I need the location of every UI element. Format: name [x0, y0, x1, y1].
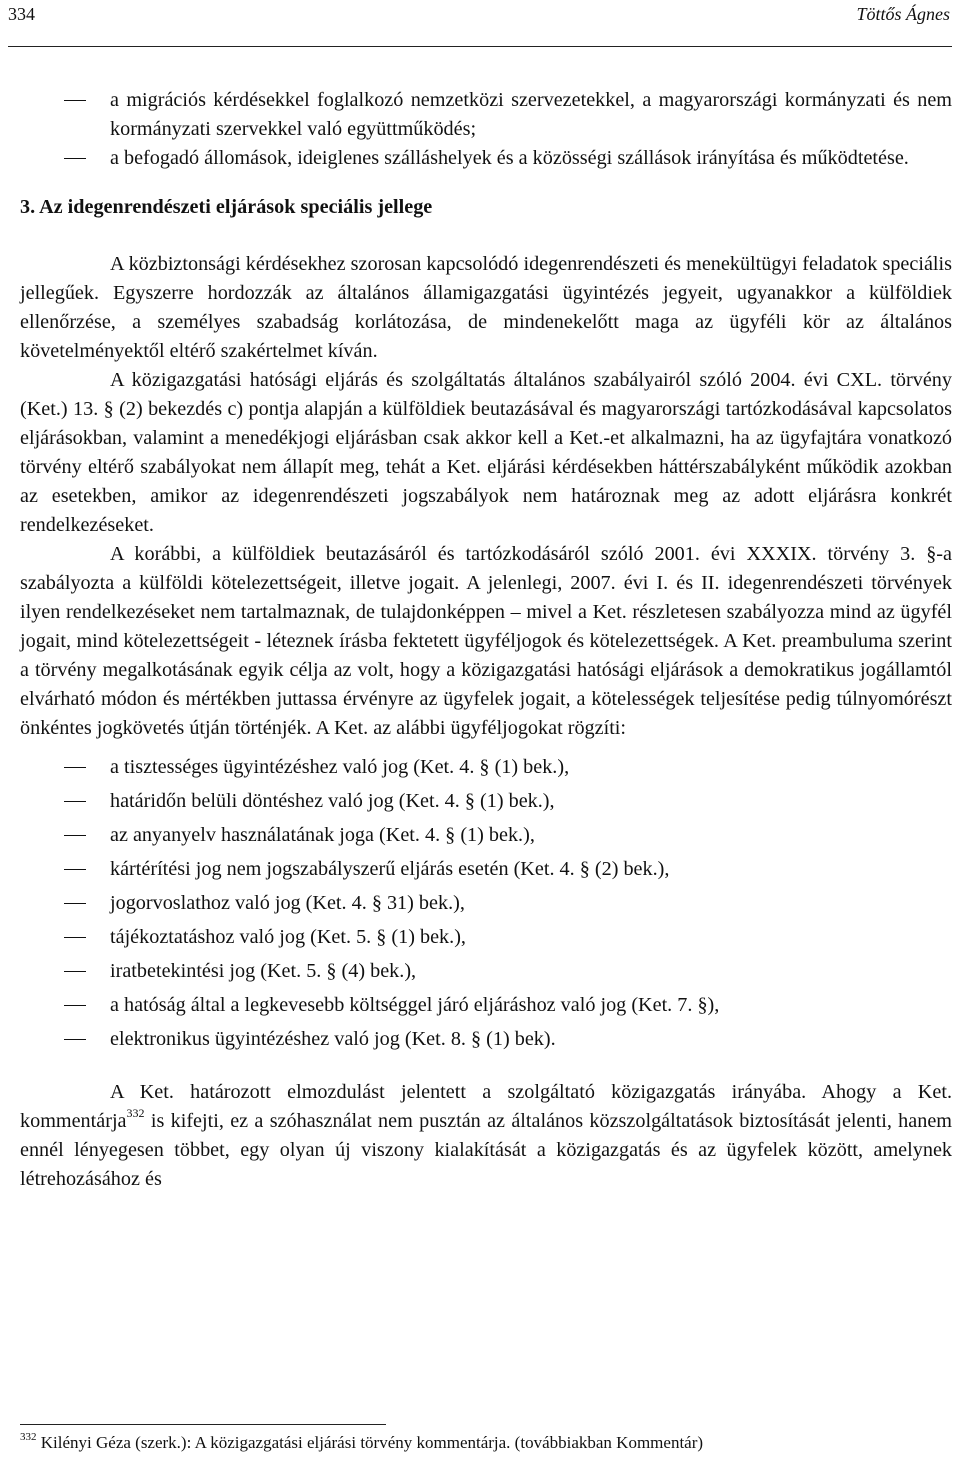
- paragraph: A korábbi, a külföldiek beutazásáról és tartózkodásáról szóló 2001. évi XXXIX. törvény 3. §-a szabályozta a külföldi kötelezettségeit, illetve jogait. A jelenlegi, 2007. évi I. és II. idegenrendészeti törvények ilyen rendelkezéseket nem tartalmaznak, de tulajdonképpen – mivel a Ket. részletesen szabályozza mind az ügyfél jogait, mind kötelezettségeit - léteznek írásba fektetett ügyféljogok és kötelezettségek. A Ket. preambuluma szerint a törvény megalkotásának egyik célja az volt, hogy a közigazgatási hatósági eljárások a demokratikus jogállamtól elvárható módon és mértékben juttassa érvényre az ügyfelek jogait, a kötelességek teljesítése pedig túlnyomórészt önkéntes jogkövetés útján történjék. A Ket. az alábbi ügyféljogokat rögzíti:: [20, 543, 952, 739]
- dash-marker: [64, 903, 86, 904]
- list-item: [20, 753, 952, 782]
- closing-text-start: A Ket. határozott elmozdulást jelentett a szolgáltató közigazgatás irányába. Ahogy a Ket. kommentárja: [20, 1081, 952, 1132]
- dash-marker: [64, 1005, 86, 1006]
- dash-marker: [64, 1039, 86, 1040]
- footnote-rule: [20, 1424, 386, 1425]
- list-item-text: a migrációs kérdésekkel foglalkozó nemzetközi szervezetekkel, a magyarországi kormányzati és nem kormányzati szervekkel való együttműködés;: [110, 89, 952, 140]
- list-item: [20, 923, 952, 952]
- list-item-text: iratbetekintési jog (Ket. 5. § (4) bek.),: [110, 960, 417, 982]
- dash-marker: [64, 937, 86, 938]
- page-number: 334: [8, 4, 35, 24]
- list-item: [20, 957, 952, 986]
- rights-list: [20, 753, 952, 1054]
- closing-paragraph: [20, 1078, 952, 1194]
- page-header: [8, 0, 950, 36]
- list-item: [20, 144, 952, 173]
- paragraph: A közigazgatási hatósági eljárás és szolgáltatás általános szabályairól szóló 2004. évi CXL. törvény (Ket.) 13. § (2) bekezdés c) pontja alapján a külföldiek beutazásával és magyarországi tartózkodásával kapcsolatos eljárásokban, valamint a menedékjogi eljárásban csak akkor kell a Ket.-et alkalmazni, ha az ügyfajtára vonatkozó törvény eltérő szabályokat nem állapít meg, tehát a Ket. eljárási kérdésekben háttérszabályként működik azokban az esetekben, amikor az idegenrendészeti jogszabályok nem határoznak meg az adott eljárásra konkrét rendelkezéseket.: [20, 369, 952, 536]
- footnote-text: Kilényi Géza (szerk.): A közigazgatási eljárási törvény kommentárja. (továbbiakban Kommentár): [36, 1433, 704, 1452]
- dash-marker: [64, 971, 86, 972]
- footnote: [20, 1432, 950, 1454]
- list-item: [20, 991, 952, 1020]
- list-item: [20, 889, 952, 918]
- list-item-text: a hatóság által a legkevesebb költséggel járó eljáráshoz való jog (Ket. 7. §),: [110, 994, 720, 1016]
- top-dash-list: [20, 86, 952, 173]
- dash-marker: [64, 801, 86, 802]
- dash-marker: [64, 100, 86, 101]
- list-item-text: jogorvoslathoz való jog (Ket. 4. § 31) bek.),: [110, 892, 465, 914]
- closing-text-end: is kifejti, ez a szóhasználat nem pusztán az általános közszolgáltatások biztosítását jelenti, hanem ennél lényegesen többet, egy olyan új viszony kialakítását a közigazgatás és az ügyfelek között, amelynek létrehozásához és: [20, 1110, 952, 1190]
- list-item-text: kártérítési jog nem jogszabályszerű eljárás esetén (Ket. 4. § (2) bek.),: [110, 858, 670, 880]
- list-item-text: az anyanyelv használatának joga (Ket. 4. § (1) bek.),: [110, 824, 535, 846]
- footnote-mark: 332: [20, 1431, 37, 1443]
- header-rule: [8, 46, 952, 47]
- list-item-text: a tisztességes ügyintézéshez való jog (Ket. 4. § (1) bek.),: [110, 756, 570, 778]
- list-item-text: határidőn belüli döntéshez való jog (Ket. 4. § (1) bek.),: [110, 790, 555, 812]
- list-item: [20, 86, 952, 144]
- list-item: [20, 821, 952, 850]
- dash-marker: [64, 158, 86, 159]
- list-item-text: a befogadó állomások, ideiglenes szálláshelyek és a közösségi szállások irányítása és működtetése.: [110, 147, 909, 169]
- list-item: [20, 1025, 952, 1054]
- list-item-text: elektronikus ügyintézéshez való jog (Ket. 8. § (1) bek).: [110, 1028, 556, 1050]
- list-item: [20, 787, 952, 816]
- list-item: [20, 855, 952, 884]
- dash-marker: [64, 767, 86, 768]
- footnote-reference[interactable]: 332: [126, 1106, 145, 1120]
- section-heading: 3. Az idegenrendészeti eljárások speciális jellege: [20, 196, 433, 218]
- paragraph: A közbiztonsági kérdésekhez szorosan kapcsolódó idegenrendészeti és menekültügyi feladatok speciális jellegűek. Egyszerre hordozzák az általános államigazgatási ügyintézés jegyeit, ugyanakkor a külföldiek ellenőrzése, a személyes szabadság korlátozása, de mindenekelőtt maga az ügyféli kör az általános követelményektől eltérő szakértelmet kíván.: [20, 253, 952, 362]
- list-item-text: tájékoztatáshoz való jog (Ket. 5. § (1) bek.),: [110, 926, 466, 948]
- page-body: [20, 86, 952, 1194]
- running-author: Töttős Ágnes: [856, 4, 950, 24]
- dash-marker: [64, 835, 86, 836]
- dash-marker: [64, 869, 86, 870]
